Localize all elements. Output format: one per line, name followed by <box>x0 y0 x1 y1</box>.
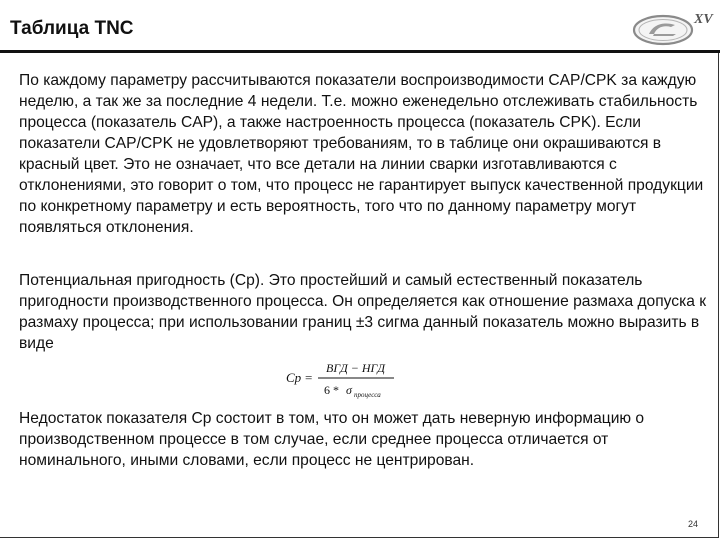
paragraph-potential-capability: Потенциальная пригодность (Cp). Это простейший и самый естественный показатель пригодности производственного процесса. Он определяется как отношение размаха допуска к размаху процесса; при использовании границ ±3 сигма данный показатель можно выразить в виде <box>19 272 707 352</box>
formula-equals: = <box>305 370 313 385</box>
logo <box>632 10 716 48</box>
formula-sigma: σ <box>346 383 352 397</box>
formula-lhs: Cp <box>286 370 302 385</box>
formula-numerator: ВГД − НГД <box>326 361 386 375</box>
slide-title: Таблица TNC <box>10 18 134 39</box>
lada-logo-icon <box>632 14 694 46</box>
formula-sigma-subscript: процесса <box>354 391 381 399</box>
logo-suffix: XV <box>694 12 713 27</box>
page-number: 24 <box>688 519 699 529</box>
paragraph-cp-drawback: Недостаток показателя Cp состоит в том, что он может дать неверную информацию о производственном процессе в том случае, если среднее процесса отличается от номинального, иными словами, если процесс не центрирован. <box>19 410 645 469</box>
formula-denominator-coeff: 6 * <box>324 383 339 397</box>
paragraph-cap-cpk: По каждому параметру рассчитываются показатели воспроизводимости CAP/CPK за каждую неделю, а так же за последние 4 недели. Т.е. можно еженедельно отслеживать стабильность процесса (показатель CAP), а также настроенность процесса (показатель CPK). Если показатели CAP/CPK не удовлетворяют требованиям, то в таблице они окрашиваются в красный цвет. Это не означает, что все детали на линии сварки изготавливаются с отклонениями, это говорит о том, что процесс не гарантирует выпуск качественной продукции по конкретному параметру и есть вероятность, того что по данному параметру могут появляться отклонения. <box>19 72 704 236</box>
cp-formula <box>286 356 406 402</box>
